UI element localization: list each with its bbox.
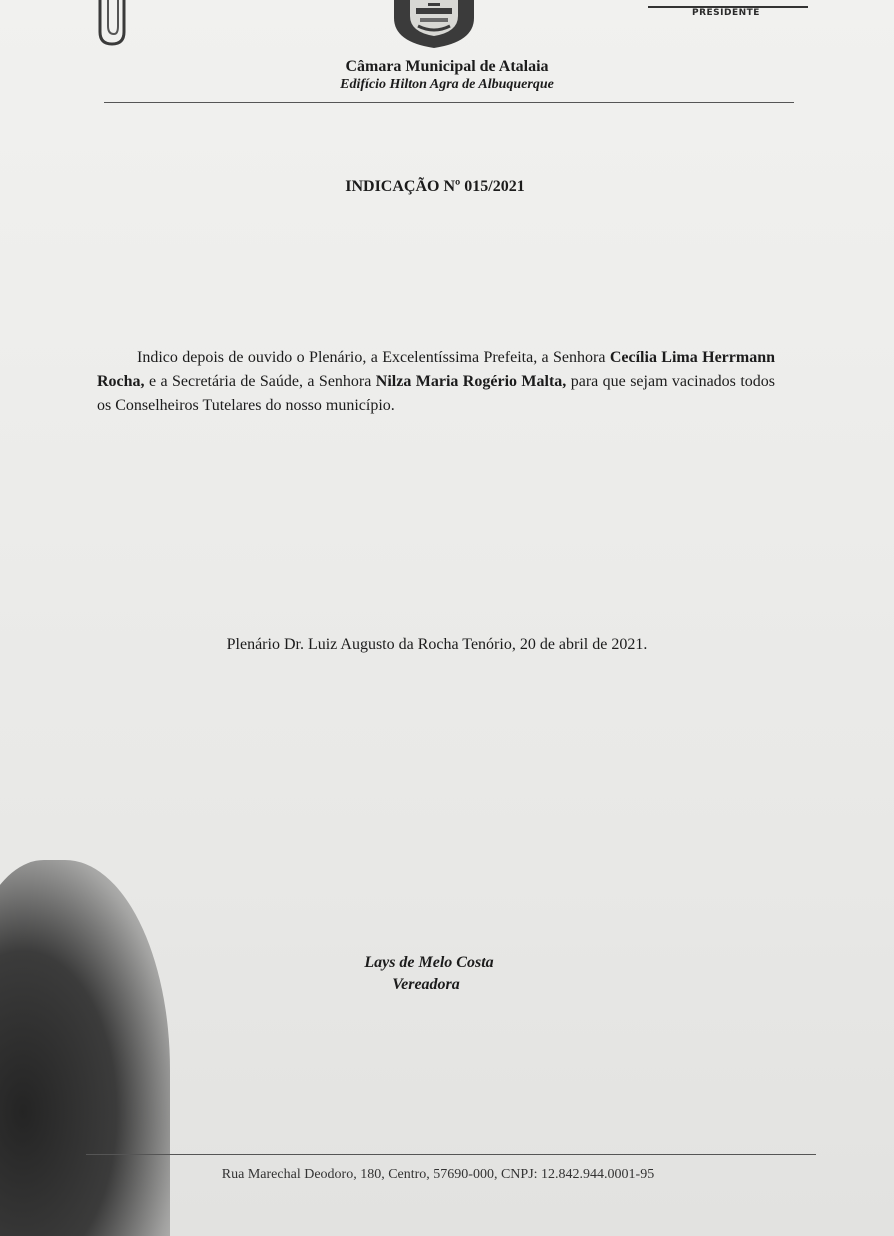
body-part-3: para que sejam vacinados todos os Conselheiros Tutelares do nosso município. (97, 373, 775, 414)
signer-role: Vereadora (392, 976, 460, 993)
body-name-1: Cecília Lima Herrmann Rocha, (97, 349, 775, 390)
document-body (97, 346, 775, 418)
body-name-2: Nilza Maria Rogério Malta, (375, 373, 567, 390)
place-date: Plenário Dr. Luiz Augusto da Rocha Tenório, 20 de abril de 2021. (226, 636, 648, 653)
building-name: Edifício Hilton Agra de Albuquerque (340, 77, 554, 92)
stamp-label: PRESIDENTE (692, 8, 760, 18)
body-part-1: Indico depois de ouvido o Plenário, a Excelentíssima Prefeita, a Senhora (137, 349, 610, 366)
body-part-2: e a Secretária de Saúde, a Senhora (144, 373, 376, 390)
municipal-crest-icon (388, 0, 480, 50)
institution-name: Câmara Municipal de Atalaia (345, 58, 549, 75)
paper-clip-icon (92, 0, 132, 50)
footer-address: Rua Marechal Deodoro, 180, Centro, 57690-000, CNPJ: 12.842.944.0001-95 (221, 1167, 655, 1182)
document-title: INDICAÇÃO Nº 015/2021 (345, 178, 525, 195)
footer-divider (86, 1154, 816, 1155)
header-divider (104, 102, 794, 103)
signer-name: Lays de Melo Costa (364, 954, 494, 971)
